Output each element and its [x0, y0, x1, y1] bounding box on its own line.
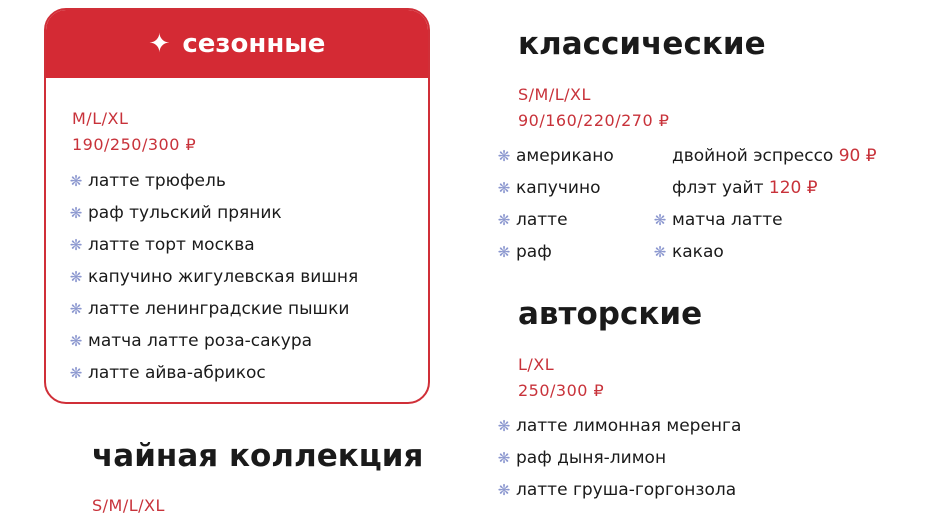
tea-sizes: S/M/L/XL [92, 496, 165, 515]
list-item [496, 442, 741, 474]
snowflake-icon: ❋ [69, 172, 83, 190]
snowflake-icon: ❋ [497, 179, 511, 197]
item-label: раф дыня-лимон [516, 448, 667, 468]
snowflake-icon: ❋ [497, 417, 511, 435]
author-sizes-block [518, 352, 604, 404]
item-label: двойной эспрессо [672, 146, 834, 166]
sparkle-icon: ✦ [148, 29, 171, 59]
list-item [652, 204, 877, 236]
item-label: капучино жигулевская вишня [88, 267, 359, 287]
author-title: авторские [518, 296, 703, 332]
list-item [496, 410, 741, 442]
item-label: матча латте роза-сакура [88, 331, 313, 351]
item-label: латте айва-абрикос [88, 363, 266, 383]
list-item [68, 229, 358, 261]
snowflake-icon: ❋ [69, 364, 83, 382]
classic-title: классические [518, 26, 766, 62]
item-label: латте [516, 210, 568, 230]
list-item [68, 357, 358, 389]
snowflake-icon: ❋ [497, 243, 511, 261]
snowflake-icon: ❋ [653, 243, 667, 261]
list-item [672, 172, 877, 204]
item-label: какао [672, 242, 724, 262]
list-item [496, 172, 614, 204]
classic-column-a [496, 140, 614, 268]
classic-prices: 90/160/220/270 ₽ [518, 111, 670, 130]
snowflake-icon: ❋ [69, 332, 83, 350]
snowflake-icon: ❋ [69, 268, 83, 286]
list-item [68, 325, 358, 357]
seasonal-sizes-block [72, 106, 196, 158]
item-label: флэт уайт [672, 178, 764, 198]
list-item [68, 197, 358, 229]
item-label: латте лимонная меренга [516, 416, 742, 436]
seasonal-card [44, 8, 430, 404]
snowflake-icon: ❋ [69, 300, 83, 318]
list-item [68, 261, 358, 293]
snowflake-icon: ❋ [69, 204, 83, 222]
list-item [68, 165, 358, 197]
item-label: латте торт москва [88, 235, 255, 255]
list-item [496, 140, 614, 172]
snowflake-icon: ❋ [497, 211, 511, 229]
item-label: матча латте [672, 210, 783, 230]
author-prices: 250/300 ₽ [518, 381, 605, 400]
seasonal-title: сезонные [182, 29, 326, 59]
item-label: латте ленинградские пышки [88, 299, 350, 319]
item-label: раф [516, 242, 552, 262]
list-item [672, 140, 877, 172]
classic-sizes: S/M/L/XL [518, 85, 591, 104]
list-item [496, 236, 614, 268]
author-sizes: L/XL [518, 355, 555, 374]
snowflake-icon: ❋ [497, 449, 511, 467]
classic-sizes-block [518, 82, 669, 134]
classic-column-b [653, 140, 877, 268]
seasonal-list [68, 165, 358, 389]
list-item [496, 474, 741, 506]
list-item [496, 204, 614, 236]
item-label: раф тульский пряник [88, 203, 282, 223]
item-price: 120 ₽ [768, 178, 818, 198]
item-label: американо [516, 146, 614, 166]
seasonal-header [46, 10, 428, 78]
snowflake-icon: ❋ [653, 211, 667, 229]
item-price: 90 ₽ [838, 146, 877, 166]
tea-title: чайная коллекция [92, 438, 424, 474]
seasonal-prices: 190/250/300 ₽ [72, 135, 197, 154]
snowflake-icon: ❋ [497, 481, 511, 499]
item-label: капучино [516, 178, 601, 198]
list-item [652, 236, 877, 268]
list-item [68, 293, 358, 325]
seasonal-sizes: M/L/XL [72, 109, 129, 128]
author-list [496, 410, 741, 506]
snowflake-icon: ❋ [497, 147, 511, 165]
item-label: латте груша-горгонзола [516, 480, 737, 500]
snowflake-icon: ❋ [69, 236, 83, 254]
item-label: латте трюфель [88, 171, 226, 191]
